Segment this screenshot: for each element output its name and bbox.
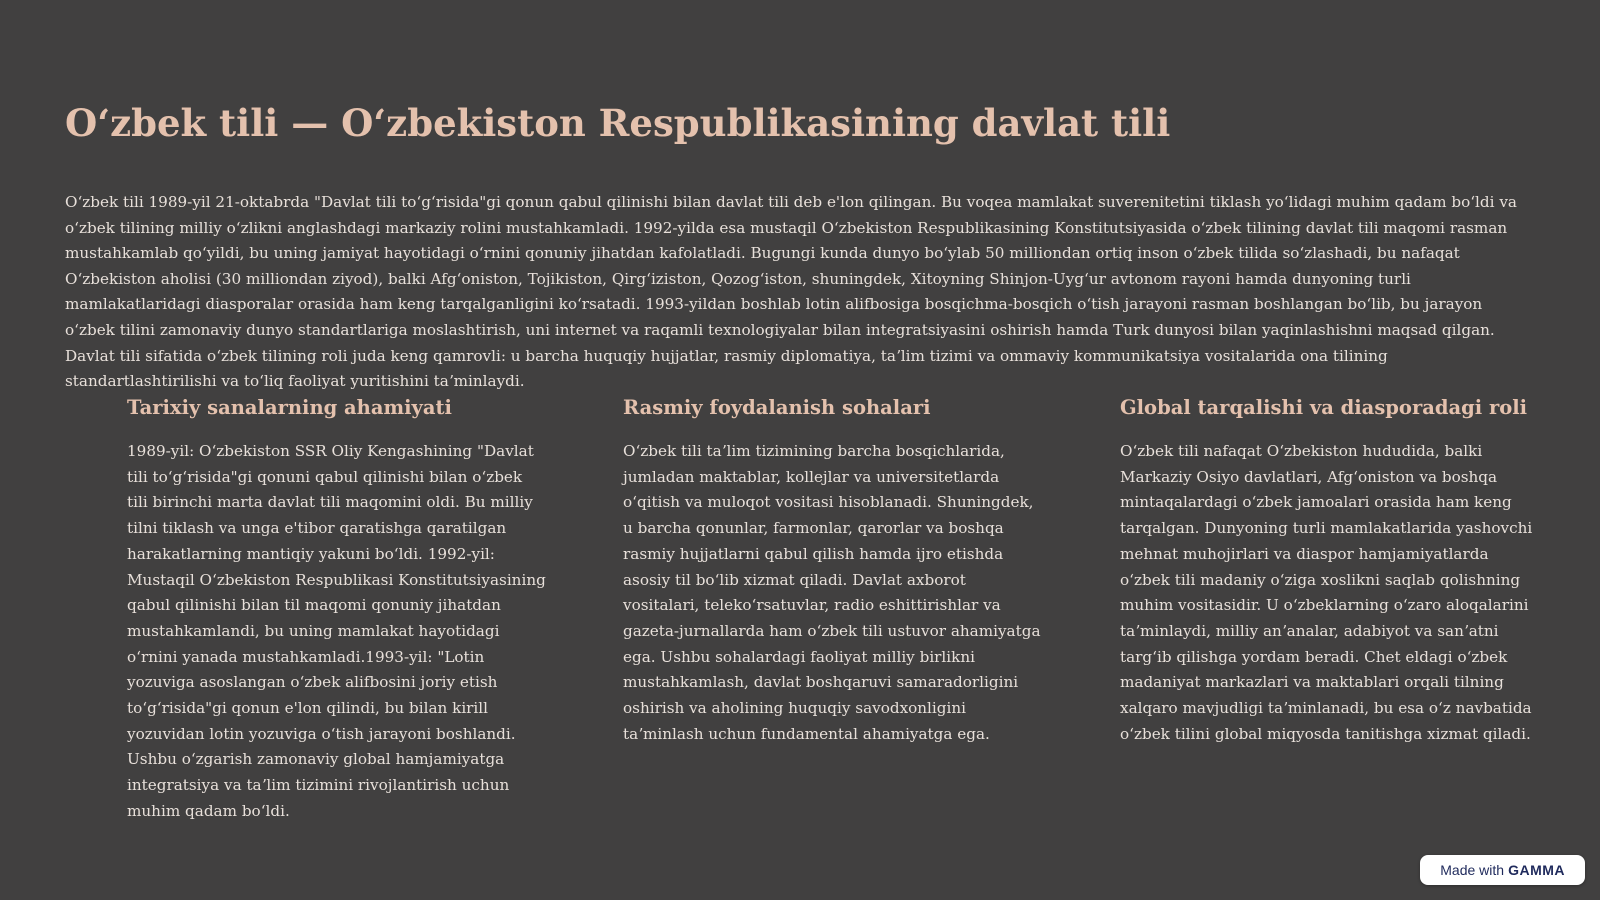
column-historical-dates [127,394,547,825]
column-text: 1989-yil: Oʻzbekiston SSR Oliy Kengashining "Davlat tili toʻgʻrisida"gi qonuni qabul qilinishi bilan oʻzbek tili birinchi marta davlat tili maqomini oldi. Bu milliy tilni tiklash va unga e'tibor qaratishga qaratilgan harakatlarning mantiqiy yakuni boʻldi. 1992-yil: Mustaqil Oʻzbekiston Respublikasi Konstitutsiyasining qabul qilinishi bilan til maqomi qonuniy jihatdan mustahkamlandi, bu uning mamlakat hayotidagi oʻrnini yanada mustahkamladi.1993-yil: "Lotin yozuviga asoslangan oʻzbek alifbosini joriy etish toʻgʻrisida"gi qonun e'lon qilindi, bu bilan kirill yozuvidan lotin yozuviga oʻtish jarayoni boshlandi. Ushbu oʻzgarish zamonaviy global hamjamiyatga integratsiya va taʼlim tizimini rivojlantirish uchun muhim qadam boʻldi. [127,442,546,820]
gamma-logo: GAMMA [1508,862,1565,878]
column-heading: Rasmiy foydalanish sohalari [623,396,931,419]
column-text: Oʻzbek tili nafaqat Oʻzbekiston hududida, balki Markaziy Osiyo davlatlari, Afgʻoniston va boshqa mintaqalardagi oʻzbek jamoalari orasida ham keng tarqalgan. Dunyoning turli mamlakatlarida yashovchi mehnat muhojirlari va diaspor hamjamiyatlarda oʻzbek tili madaniy oʻziga xoslikni saqlab qolishning muhim vositasidir. U oʻzbeklarning oʻzaro aloqalarini taʼminlaydi, milliy anʼanalar, adabiyot va sanʼatni targʻib qilishga yordam beradi. Chet eldagi oʻzbek madaniyat markazlari va maktablari orqali tilning xalqaro mavjudligi taʼminlanadi, bu esa oʻz navbatida oʻzbek tilini global miqyosda tanitishga xizmat qiladi. [1120,442,1533,743]
column-global-diaspora [1120,394,1540,747]
badge-prefix: Made with [1440,862,1505,878]
column-heading: Global tarqalishi va diasporadagi roli [1120,396,1528,419]
page-title: Oʻzbek tili — Oʻzbekiston Respublikasining davlat tili [65,101,1171,145]
intro-paragraph: Oʻzbek tili 1989-yil 21-oktabrda "Davlat tili toʻgʻrisida"gi qonun qabul qilinishi bilan davlat tili deb e'lon qilingan. Bu voqea mamlakat suverenitetini tiklash yoʻlidagi muhim qadam boʻldi va oʻzbek tilining milliy oʻzlikni anglashdagi markaziy rolini mustahkamladi. 1992-yilda esa mustaqil Oʻzbekiston Respublikasining Konstitutsiyasida oʻzbek tilining davlat tili maqomi rasman mustahkamlab qoʻyildi, bu uning jamiyat hayotidagi oʻrnini qonuniy jihatdan kafolatladi. Bugungi kunda dunyo boʻylab 50 milliondan ortiq inson oʻzbek tilida soʻzlashadi, bu nafaqat Oʻzbekiston aholisi (30 milliondan ziyod), balki Afgʻoniston, Tojikiston, Qirgʻiziston, Qozogʻiston, shuningdek, Xitoyning Shinjon-Uygʻur avtonom rayoni hamda dunyoning turli mamlakatlaridagi diasporalar orasida ham keng tarqalganligini koʻrsatadi. 1993-yildan boshlab lotin alifbosiga bosqichma-bosqich oʻtish jarayoni rasman boshlangan boʻlib, bu jarayon oʻzbek tilini zamonaviy dunyo standartlariga moslashtirish, uni internet va raqamli texnologiyalar bilan integratsiyasini oshirish hamda Turk dunyosi bilan yaqinlashishni maqsad qilgan. Davlat tili sifatida oʻzbek tilining roli juda keng qamrovli: u barcha huquqiy hujjatlar, rasmiy diplomatiya, taʼlim tizimi va ommaviy kommunikatsiya vositalarida ona tilining standartlashtirilishi va toʻliq faoliyat yuritishini taʼminlaydi. [65,193,1517,391]
column-official-usage [623,394,1043,747]
made-with-gamma-badge[interactable] [1420,855,1585,885]
column-text: Oʻzbek tili taʼlim tizimining barcha bosqichlarida, jumladan maktablar, kollejlar va universitetlarda oʻqitish va muloqot vositasi hisoblanadi. Shuningdek, u barcha qonunlar, farmonlar, qarorlar va boshqa rasmiy hujjatlarni qabul qilish hamda ijro etishda asosiy til boʻlib xizmat qiladi. Davlat axborot vositalari, telekoʻrsatuvlar, radio eshittirishlar va gazeta-jurnallarda ham oʻzbek tili ustuvor ahamiyatga ega. Ushbu sohalardagi faoliyat milliy birlikni mustahkamlash, davlat boshqaruvi samaradorligini oshirish va aholining huquqiy savodxonligini taʼminlash uchun fundamental ahamiyatga ega. [623,442,1041,743]
column-heading: Tarixiy sanalarning ahamiyati [127,396,452,419]
